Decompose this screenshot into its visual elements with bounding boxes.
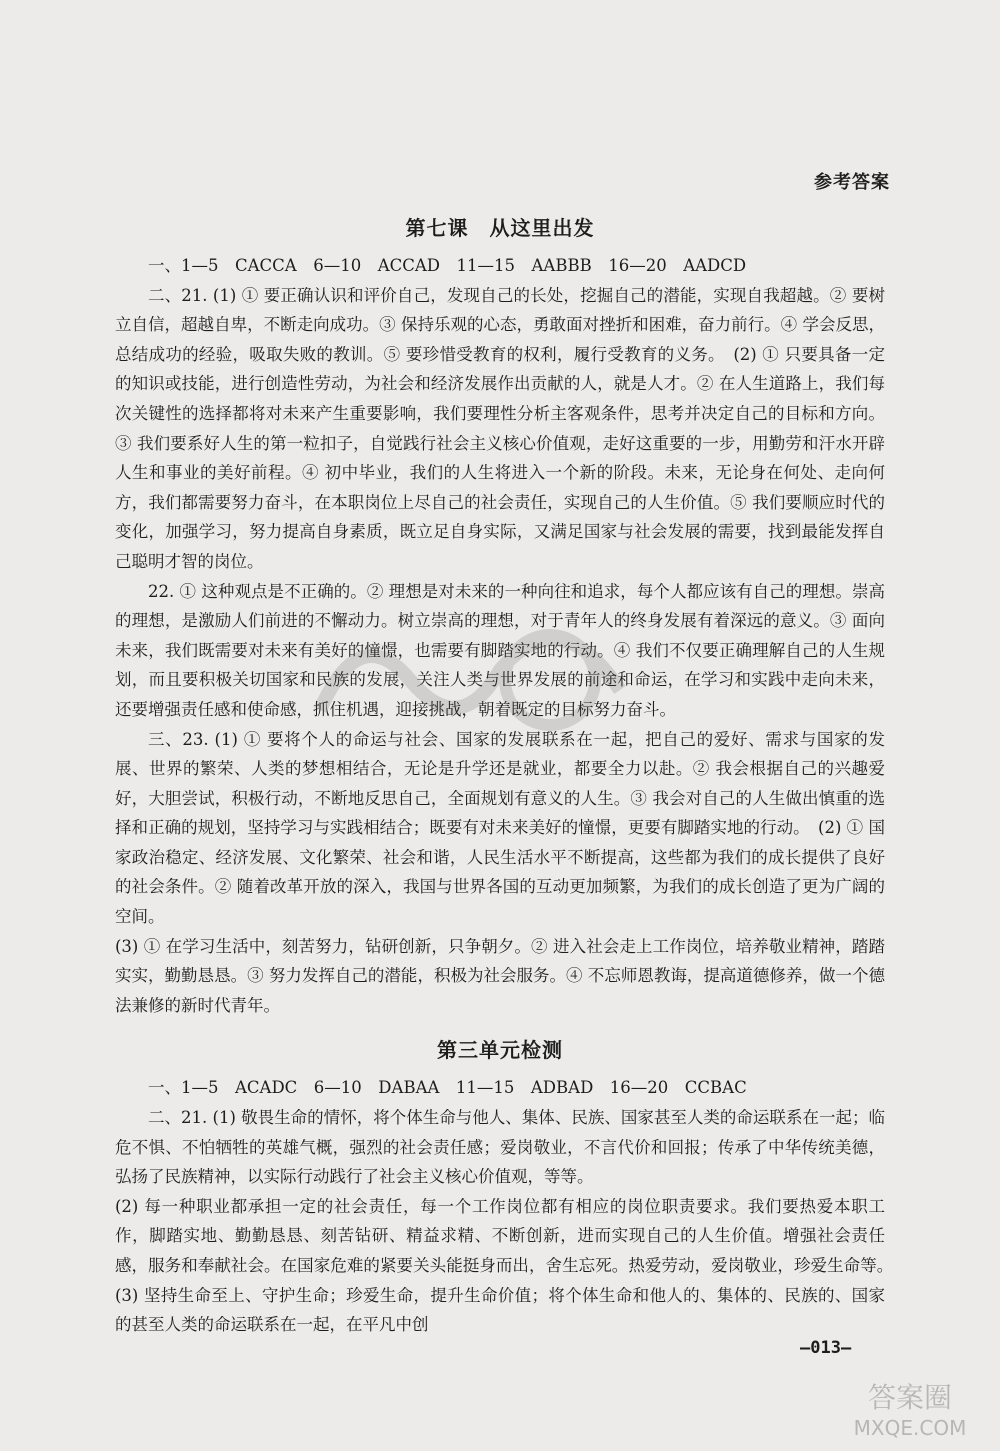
paragraph: 一、1—5 ACADC 6—10 DABAA 11—15 ADBAD 16—20 CCBAC <box>148 1078 747 1098</box>
paragraph: 22. ① 这种观点是不正确的。② 理想是对未来的一种向往和追求，每个人都应该有自己的理想。崇高的理想，是激励人们前进的不懈动力。树立崇高的理想，对于青年人的终身发展有着深远的意义。③ 面向未来，我们既需要对未来有美好的憧憬，也需要有脚踏实地的行动。④ 我们不仅要正确理解自己的人生规划，而且要积极关切国家和民族的发展，关注人类与世界发展的前途和命运，在学习和实践中走向未来，还要增强责任感和使命感，抓住机遇，迎接挑战，朝着既定的目标努力奋斗。 <box>115 581 885 719</box>
paragraph: (2) 每一种职业都承担一定的社会责任，每一个工作岗位都有相应的岗位职责要求。我们要热爱本职工作，脚踏实地、勤勤恳恳、刻苦钻研、精益求精、不断创新，进而实现自己的人生价值。增强社会责任感，服务和奉献社会。在国家危难的紧要关头能挺身而出，舍生忘死。热爱劳动，爱岗敬业，珍爱生命等。 (3) 坚持生命至上、守护生命；珍爱生命，提升生命价值；将个体生命和他人的、集体的、民族的、国家的甚至人类的命运联系在一起，在平凡中创 <box>115 1196 902 1335</box>
svg-text:答案圈: 答案圈 <box>867 1381 953 1414</box>
header-label: 参考答案 <box>814 172 890 193</box>
paragraph: 三、23. (1) ① 要将个人的命运与社会、国家的发展联系在一起，把自己的爱好、需求与国家的发展、世界的繁荣、人类的梦想相结合，无论是升学还是就业，都要全力以赴。② 我会根据自己的兴趣爱好，大胆尝试，积极行动，不断地反思自己，全面规划有意义的人生。③ 我会对自己的人生做出慎重的选择和正确的规划，坚持学习与实践相结合；既要有对未来美好的憧憬，更要有脚踏实地的行动。 (2) ① 国家政治稳定、经济发展、文化繁荣、社会和谐，人民生活水平不断提高，这些都为我们的成长提供了良好的社会条件。② 随着改革开放的深入，我国与世界各国的互动更加频繁，为我们的成长创造了更为广阔的空间。 <box>115 729 885 927</box>
watermark-logo <box>830 1373 990 1443</box>
svg-text:MXQE.COM: MXQE.COM <box>853 1416 967 1440</box>
section-title-unit3-test: 第三单元检测 <box>437 1038 563 1063</box>
page-number: —013— <box>800 1338 852 1358</box>
watermark-logo-center <box>300 560 660 790</box>
paragraph: 二、21. (1) 敬畏生命的情怀，将个体生命与他人、集体、民族、国家甚至人类的命运联系在一起；临危不惧、不怕牺牲的英雄气概，强烈的社会责任感；爱岗敬业，不言代价和回报；传承了中华传统美德，弘扬了民族精神，以实际行动践行了社会主义核心价值观，等等。 <box>115 1108 885 1187</box>
section-title-lesson7: 第七课 从这里出发 <box>405 216 595 240</box>
paragraph: 二、21. (1) ① 要正确认识和评价自己，发现自己的长处，挖掘自己的潜能，实现自我超越。② 要树立自信，超越自卑，不断走向成功。③ 保持乐观的心态，勇敢面对挫折和困难，奋力前行。④ 学会反思，总结成功的经验，吸取失败的教训。⑤ 要珍惜受教育的权利，履行受教育的义务。 (2) ① 只要具备一定的知识或技能，进行创造性劳动，为社会和经济发展作出贡献的人，就是人才。② 在人生道路上，我们每次关键性的选择都将对未来产生重要影响，我们要理性分析主客观条件，思考并决定自己的目标和方向。③ 我们要系好人生的第一粒扣子，自觉践行社会主义核心价值观，走好这重要的一步，用勤劳和汗水开辟人生和事业的美好前程。④ 初中毕业，我们的人生将进入一个新的阶段。未来，无论身在何处、走向何方，我们都需要努力奋斗，在本职岗位上尽自己的社会责任，实现自己的人生价值。⑤ 我们要顺应时代的变化，加强学习，努力提高自身素质，既立足自身实际，又满足国家与社会发展的需要，找到最能发挥自己聪明才智的岗位。 <box>115 285 885 571</box>
paragraph: (3) ① 在学习生活中，刻苦努力，钻研创新，只争朝夕。② 进入社会走上工作岗位，培养敬业精神，踏踏实实，勤勤恳恳。③ 努力发挥自己的潜能，积极为社会服务。④ 不忘师恩教诲，提高道德修养，做一个德法兼修的新时代青年。 <box>115 936 885 1015</box>
paragraph: 一、1—5 CACCA 6—10 ACCAD 11—15 AABBB 16—20 AADCD <box>148 256 747 275</box>
